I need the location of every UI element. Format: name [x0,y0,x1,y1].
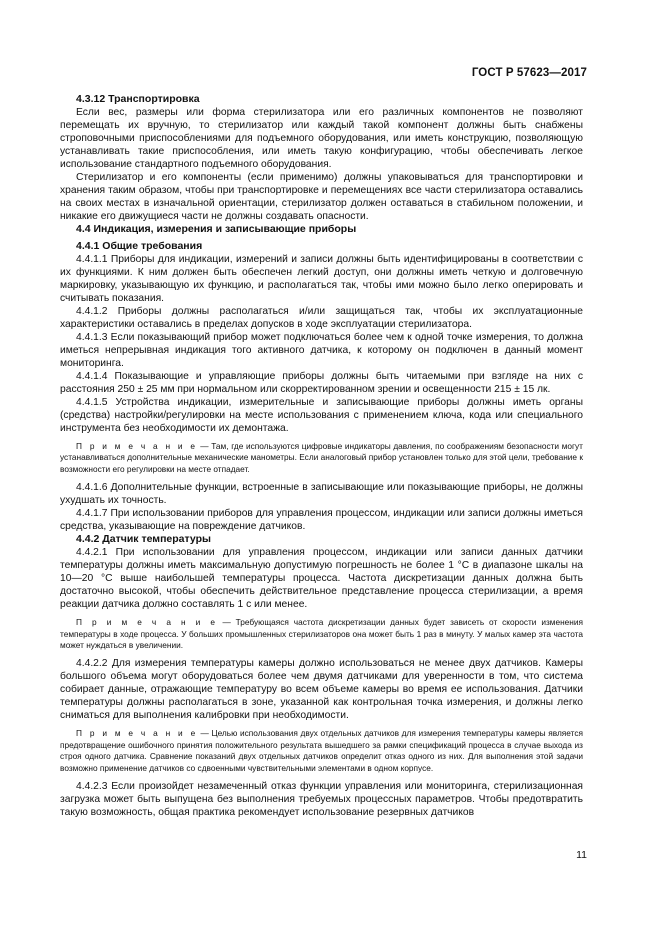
paragraph: 4.4.1.4 Показывающие и управляющие приборы должны быть читаемыми при взгляде на них с расстояния 250 ± 25 мм при нормальном или скорректированном зрении и освещенности 215 ± 15 лк. [60,371,583,395]
note-text: — Целью использования двух отдельных датчиков для измерения температуры камеры является предотвращение ошибочного принятия положительного результата вышедшего за рамки спецификаций процесса в случае выхода из строя одного датчика. Сравнение показаний двух отдельных датчиков определит отказ одного из них. Для выполнения этой задачи возможно применение датчиков со сдвоенными чувствительными элементами в одном корпусе. [60,728,583,773]
note-text: — Там, где используются цифровые индикаторы давления, по соображениям безопасности могут устанавливаться дополнительные механические манометры. Если аналоговый прибор установлен только для этой цели, требование к возможности его регулировки на месте отпадает. [60,441,583,474]
standard-code: ГОСТ Р 57623—2017 [471,67,587,79]
document-body [60,93,583,819]
page-number: 11 [576,849,587,861]
paragraph: 4.4.1.1 Приборы для индикации, измерений и записи должны быть идентифицированы в соответствии с их функциями. К ним должен быть обеспечен легкий доступ, они должны иметь четкую и долговечную маркировку, указывающую их функцию, и располагаться так, чтобы ими можно было легко оперировать и считывать показания. [60,254,583,304]
paragraph: 4.4.2.3 Если произойдет незамеченный отказ функции управления или мониторинга, стерилизационная загрузка может быть выпущена без выполнения требуемых процессных параметров. Чтобы предотвратить такую возможность, общая практика рекомендует использование резервных датчиков [60,781,583,819]
paragraph: 4.4.1.5 Устройства индикации, измерительные и записывающие приборы должны иметь органы (средства) настройки/регулировки на месте использования с применением ключа, кода или специального инструмента без необходимости их демонтажа. [60,397,583,434]
section-heading-general: 4.4.1 Общие требования [76,240,203,252]
note [60,441,583,475]
section-heading-temperature-sensor: 4.4.2 Датчик температуры [76,533,211,546]
paragraph: 4.4.1.3 Если показывающий прибор может подключаться более чем к одной точке измерения, то должна иметься непрерывная индикация того активного датчика, к которому он подключен в данный момент мониторинга. [60,332,583,369]
note-label: П р и м е ч а н и е [76,441,198,451]
note [60,617,583,651]
note-label: П р и м е ч а н и е [76,728,198,739]
paragraph: 4.4.1.7 При использовании приборов для управления процессом, индикации или записи должны иметься средства, указывающие на повреждение датчиков. [60,508,583,533]
paragraph: 4.4.1.6 Дополнительные функции, встроенные в записывающие или показывающие приборы, не должны ухудшать их точность. [60,482,583,507]
section-heading-indication: 4.4 Индикация, измерения и записывающие приборы [76,223,357,235]
note [60,728,583,774]
note-text: — Требующаяся частота дискретизации данных будет зависеть от скорости изменения температуры в ходе процесса. У больших промышленных стерилизаторов она может быть 1 раз в минуту. У малых камер эта частота может нуждаться в увеличении. [60,617,583,651]
paragraph: Стерилизатор и его компоненты (если применимо) должны упаковываться для транспортировки и хранения таким образом, чтобы при транспортировке и перемещениях все части стерилизатора оставались на своих местах в изначальной ориентации, стерилизатор должен оставаться в стабильном положении, и никакие его движущиеся части не должны создавать опасности. [60,172,583,222]
note-label: П р и м е ч а н и е [76,617,218,628]
section-heading-transport: 4.3.12 Транспортировка [76,93,200,105]
paragraph: Если вес, размеры или форма стерилизатора или его различных компонентов не позволяют перемещать их вручную, то стерилизатор или каждый такой компонент должны быть снабжены строповочными приспособлениями для подъемного оборудования, или иметь конструкцию, позволяющую устанавливать такие приспособления, или иметь такую конфигурацию, чтобы обеспечивать легкое использование стандартного подъемного оборудования. [60,107,583,170]
paragraph: 4.4.2.2 Для измерения температуры камеры должно использоваться не менее двух датчиков. Камеры большого объема могут оборудоваться более чем двумя датчиками для уверенности в том, что система собирает данные, отражающие температуру во всем объеме камеры во время ее использования. Датчики температуры должны располагаться в зоне, указанной как контрольная точка измерения, и должны легко сниматься для выполнения калибровки при необходимости. [60,658,583,722]
paragraph: 4.4.2.1 При использовании для управления процессом, индикации или записи данных датчики температуры должны иметь максимальную допустимую погрешность не более 1 °С в диапазоне шкалы на 10—20 °С выше наибольшей температуры процесса. Частота дискретизации данных должна быть достаточно высокой, чтобы обеспечить действительное представление процесса стерилизации, а время реакции датчика должно составлять 1 с или менее. [60,547,583,611]
paragraph: 4.4.1.2 Приборы должны располагаться и/или защищаться так, чтобы их эксплуатационные характеристики оставались в пределах допусков в ходе эксплуатации стерилизатора. [60,306,583,330]
